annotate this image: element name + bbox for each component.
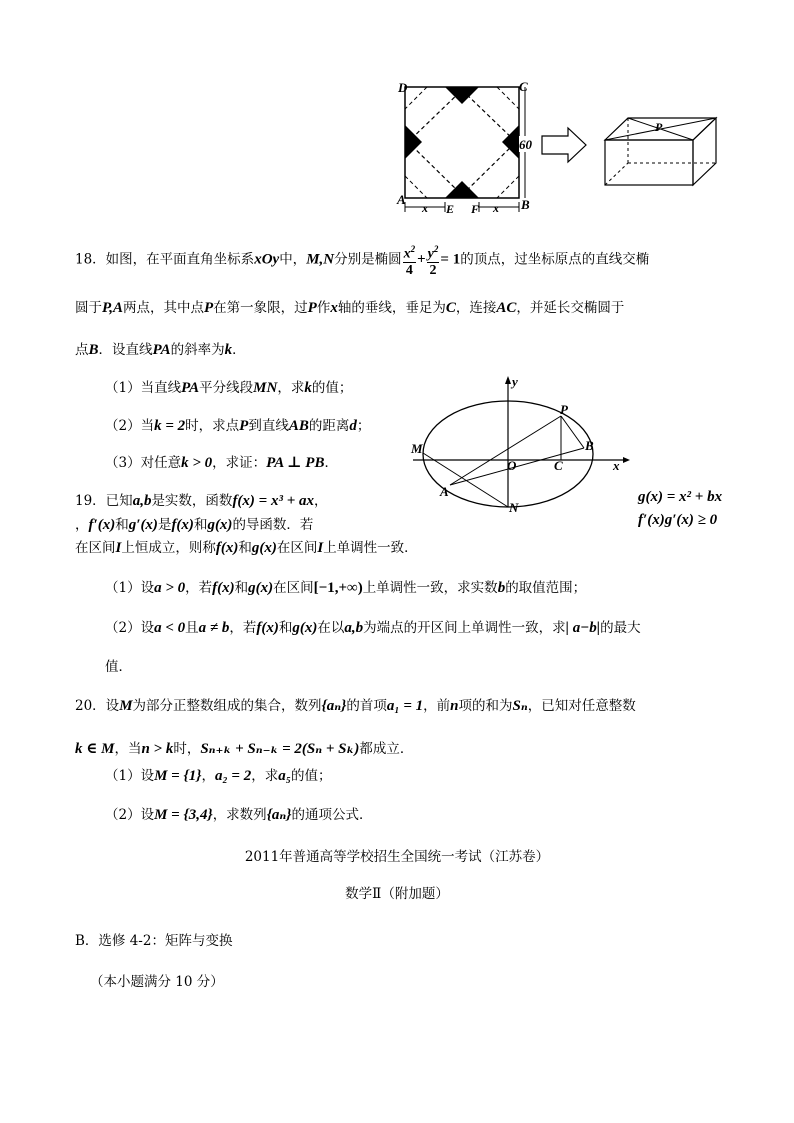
label-D: D [398,80,408,95]
q18-sub2: （2）当k = 2时，求点P到直线AB的距离d； [105,418,371,434]
q19-line2: ，f′(x)和g′(x)是f(x)和g(x)的导函数．若 [75,517,314,533]
q19-sub2-cont: 值． [105,659,132,675]
cut-triangle-left [405,125,422,159]
label-B: B [521,197,530,212]
q18-line2: 圆于P,A两点，其中点P在第一象限，过P作x轴的垂线，垂足为C，连接AC，并延长交椭圆于 [75,300,625,316]
label-y: y [512,374,518,389]
section-b-heading: B．选修 4-2：矩阵与变换 [75,933,233,949]
q19-sub1: （1）设a > 0，若f(x)和g(x)在区间[−1,+∞)上单调性一致，求实数b的取值范围； [105,580,587,596]
label-side-60: 60 [519,137,532,152]
q19-line3: 在区间I上恒成立，则称f(x)和g(x)在区间I上单调性一致． [75,540,418,556]
label-M: M [411,441,423,456]
q18-line1: 18．如图，在平面直角坐标系xOy中，M,N分别是椭圆 $\frac{x^2}{4}$ + $\frac{y^2}{2}$ = 1的顶点，过坐标原点的直线交椭 [75,244,650,278]
q18-sub3: （3）对任意k > 0，求证：PA ⊥ PB． [105,455,338,471]
fraction-x2-over-4: $\frac{x^2}{4}$ [403,244,416,278]
label-E: E [446,202,455,216]
arrow-icon [542,128,586,162]
q19-line1: 19．已知a,b是实数，函数f(x) = x³ + ax， [75,493,328,509]
q19-sub2: （2）设a < 0且a ≠ b，若f(x)和g(x)在以a,b为端点的开区间上单调性一致，求| a−b|的最大 [105,620,641,636]
q20-line2: k ∈ M，当n > k时，Sₙ₊ₖ + Sₙ₋ₖ = 2(Sₙ + Sₖ)都成立． [75,741,414,757]
label-P: P [560,402,568,417]
label-C: C [519,79,528,94]
exam-subtitle: 数学Ⅱ（附加题） [345,886,449,902]
q18-sub1: （1）当直线PA平分线段MN，求k的值； [105,380,353,396]
q20-sub2: （2）设M = {3,4}，求数列{aₙ}的通项公式． [105,807,373,823]
q20-line1: 20．设M为部分正整数组成的集合，数列{aₙ}的首项a₁ = 1，前n项的和为Sₙ，已知对任意整数 [75,698,636,714]
label-N: N [509,500,519,514]
exam-title: 2011年普通高等学校招生全国统一考试（江苏卷） [244,849,550,865]
label-F: F [471,202,480,216]
score-note: （本小题满分 10 分） [90,974,224,990]
label-x-right: x [493,201,499,215]
q19-right2: f′(x)g′(x) ≥ 0 [638,512,718,528]
q20-sub1: （1）设M = {1}，a₂ = 2，求a₅的值； [105,768,332,784]
q19-right1: g(x) = x² + bx [638,489,723,505]
label-C: C [554,458,563,473]
box-folding-figure [395,78,725,218]
label-O: O [507,458,517,473]
label-x: x [613,458,620,473]
q18-line3: 点B．设直线PA的斜率为k． [75,342,246,358]
label-A: A [397,192,406,207]
label-P-box: P [655,120,663,134]
label-A: A [440,484,449,499]
fraction-y2-over-2: $\frac{y^2}{2}$ [427,244,439,278]
label-B: B [585,438,594,453]
label-x-left: x [422,201,428,215]
ellipse-figure [408,372,633,514]
